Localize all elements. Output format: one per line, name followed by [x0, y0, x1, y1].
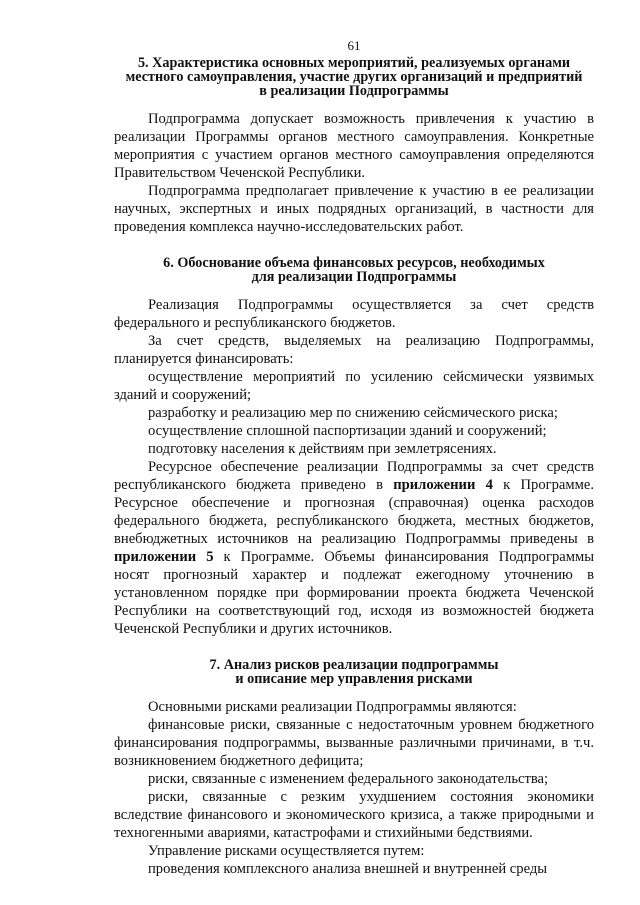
- text-run: к Программе. Объемы финансирования Подпрограммы носят прогнозный характер и подлежат ежегодному уточнению в установленном порядке при формировании проекта бюджета Чеченской Республики на соответствующий год, исходя из возможностей бюджета Чеченской Республики и других источников.: [114, 549, 594, 637]
- section-5-paragraph: Подпрограмма предполагает привлечение к участию в ее реализации научных, экспертных и иных подрядных организаций, в частности для проведения комплекса научно-исследовательских работ.: [114, 183, 594, 235]
- appendix-4-reference: приложении 4: [393, 477, 493, 493]
- funding-list-item: подготовку населения к действиям при землетрясениях.: [148, 441, 497, 457]
- section-7-paragraph: риски, связанные с изменением федерального законодательства;: [148, 771, 549, 787]
- funding-list-item: разработку и реализацию мер по снижению сейсмического риска;: [148, 405, 558, 421]
- text-run: Ресурсное обеспечение реализации Подпрограммы за счет средств республиканского бюджета приведено в: [114, 459, 594, 493]
- section-7-title: [114, 658, 594, 686]
- section-7-paragraph: риски, связанные с резким ухудшением состояния экономики вследствие финансового и экономического кризиса, а также природными и техногенными авариями, катастрофами и стихийными бедствиями.: [114, 789, 594, 841]
- section-6-title-line: 6. Обоснование объема финансовых ресурсов, необходимых: [163, 255, 545, 271]
- section-6-title: [114, 256, 594, 284]
- section-6-paragraph: За счет средств, выделяемых на реализацию Подпрограммы, планируется финансировать:: [114, 333, 594, 367]
- document-page: [114, 38, 594, 878]
- section-5-paragraph: Подпрограмма допускает возможность привлечения к участию в реализации Программы органов местного самоуправления. Конкретные мероприятия с участием органов местного самоуправления определяются Правительством Чеченской Республики.: [114, 111, 594, 181]
- section-7-title-line: и описание мер управления рисками: [235, 671, 473, 687]
- section-5-title: [114, 56, 594, 98]
- appendix-5-reference: приложении 5: [114, 549, 214, 565]
- section-5-title-line: 5. Характеристика основных мероприятий, реализуемых органами: [137, 55, 571, 71]
- section-6-paragraph: Реализация Подпрограммы осуществляется за счет средств федерального и республиканского бюджетов.: [114, 297, 594, 331]
- section-6-title-line: для реализации Подпрограммы: [251, 269, 457, 285]
- section-5-title-line: местного самоуправления, участие других организаций и предприятий: [125, 69, 583, 85]
- section-7-paragraph: Управление рисками осуществляется путем:: [148, 843, 425, 859]
- section-7-paragraph: Основными рисками реализации Подпрограммы являются:: [148, 699, 517, 715]
- page-number: 61: [347, 38, 361, 53]
- text-run: к Программе. Ресурсное обеспечение и прогнозная (справочная) оценка расходов федерального бюджета, республиканского бюджета, местных бюджетов, внебюджетных источников на реализацию Подпрограммы приведены в: [114, 477, 595, 547]
- resource-provision-paragraph: [114, 458, 594, 638]
- section-7-paragraph: проведения комплексного анализа внешней и внутренней среды: [148, 861, 548, 877]
- section-5-title-line: в реализации Подпрограммы: [259, 83, 449, 99]
- section-7-paragraph: финансовые риски, связанные с недостаточным уровнем бюджетного финансирования подпрограммы, вызванные различными причинами, в т.ч. возникновением бюджетного дефицита;: [114, 717, 594, 769]
- funding-list-item: осуществление мероприятий по усилению сейсмически уязвимых зданий и сооружений;: [114, 369, 594, 403]
- funding-list-item: осуществление сплошной паспортизации зданий и сооружений;: [148, 423, 547, 439]
- section-7-title-line: 7. Анализ рисков реализации подпрограммы: [209, 657, 499, 673]
